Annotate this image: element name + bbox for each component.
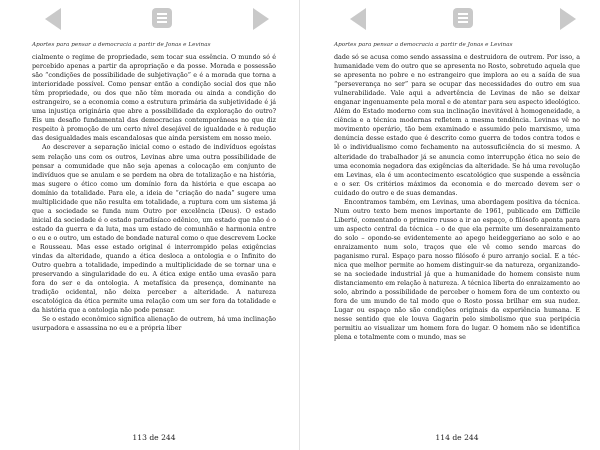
paragraph: cialmente o regime de propriedade, sem tocar sua essência. O mundo só é percebido apenas a partir da apropriação e da posse. Morada e possessão são “condições de possibilidade de subjetivação” e é a morada que torna a interioridade possível. Como pensar então a condição social dos que não têm propriedade, ou dos que não têm morada ou ainda a condição do estrangeiro, se a economia como a estrutura primária da subjetividade é já uma injustiça originária que abre a possibilidade da exploração do outro? Eis um desafio fundamental das democracias contemporâneas no que diz respeito à promoção de um certo nível desejável de igualdade e à redução das desigualdades mais escandalosas que ainda persistem em nosso meio. <box>32 54 276 143</box>
page-right <box>300 0 600 450</box>
page-counter: 113 de 244 <box>132 433 176 442</box>
paragraph: Encontramos também, em Levinas, uma abordagem positiva da técnica. Num outro texto bem menos importante de 1961, publicado em Difficile Liberté, comentando o primeiro russo a ir ao espaço, o filósofo aponta para um aspecto central da técnica – o de que ela permite um desenraizamento do solo – opondo-se evidentemente ao apego heideggeriano ao solo e ao enraizamento num solo, traços que ele vê como sendo marcas do paganismo rural. Espaço para nosso filósofo é puro arranjo social. E a técnica que melhor permite ao homem distinguir-se da natureza, organizando-se na sociedade industrial já que a humanidade do homem consiste num distanciamento em relação à natureza. A técnica liberta do enraizamento ao solo, abrindo a possibilidade de perceber o homem fora de um contexto ou fora de um mundo de tal modo que o Rosto possa brilhar em sua nudez. Lugar ou espaço não são condições originais da experiência humana. E nesse sentido que ele louva Gagarin pelo simbolismo que sua peripécia permitiu ao visualizar um homem fora do lugar. O homem não se identifica plena e totalmente com o mundo, mas se <box>334 198 580 342</box>
list-menu-icon[interactable] <box>152 8 172 28</box>
running-header: Aportes para pensar a democracia a partir de Jonas e Levinas <box>32 42 211 48</box>
paragraph: Se o estado econômico significa alienação de outrem, há uma inclinação usurpadora e assassina no eu e a própria liber <box>32 316 276 333</box>
paragraph: Ao descrever a separação inicial como o estado de indivíduos egoístas sem relação uns com os outros, Levinas abre uma outra possibilidade de pensar a comunidade que não seja apenas a colocação em conjunto de indivíduos que se anulam e se perdem na obra de totalização e na história, mas sugere o ético como um domínio fora da história e que escapa ao domínio da totalidade. Para ele, a ideia de “criação do nada” sugere uma multiplicidade que não resulta em totalidade, a ruptura com um sistema já que a sociedade se funda num Outro por excelência (Deus). O estado inicial da sociedade é o estado paradisíaco edênico, um estado que não é o estado da guerra e da luta, mas um estado de comunhão e harmonia entre o eu e o outro, um estado de bondade natural como o que descrevem Locke e Rousseau. Mas esse estado original é interrompido pelas exigências vindas da alteridade, quando a ética desloca a ontologia e o Infinito do Outro quebra a totalidade, impedindo a multiplicidade de se tornar una e preservando a singularidade do eu. A ética exige então uma evasão para fora do ser e da ontologia. A metafísica da presença, dominante na tradição ocidental, não deixa perceber a alteridade. A natureza escatológica da ética permite uma relação com um ser fora da totalidade e da história que a ontologia não pode pensar. <box>32 144 276 315</box>
page-toolbar <box>334 0 580 36</box>
page-body <box>32 53 276 421</box>
paragraph: dade só se acusa como sendo assassina e destruidora de outrem. Por isso, a humanidade vem do outro que se apresenta no Rosto, sobretudo aquela que se apresenta no pobre e no estrangeiro que implora ao eu a saída de sua “perseverança no ser” para se ocupar das necessidades do outro em sua vulnerabilidade. Vale aqui a advertência de Levinas de não se deixar enganar ingenuamente pela moral e de atentar para seu aspecto ideológico. Além do Estado moderno com sua inclinação inevitável à homogeneidade, a ciência e a técnica modernas refletem a mesma tendência. Levinas vê no movimento operário, tão bem examinado e assumido pelo marxismo, uma denúncia desse estado que é descrito como guerra de todos contra todos e lê o individualismo como fechamento na autossuficiência do si mesmo. A alteridade do trabalhador já se anuncia como interrupção ética no seio de uma economia negadora das exigências da alteridade. Se há uma revolução em Levinas, ela é um acontecimento escatológico que suspende a essência e o ser. Os critérios máximos da economia e do mercado devem ser o cuidado do outro e de suas demandas. <box>334 54 580 197</box>
page-counter: 114 de 244 <box>435 433 479 442</box>
previous-page-icon[interactable] <box>350 8 366 30</box>
page-body <box>334 53 580 421</box>
running-header: Aportes para pensar a democracia a partir de Jonas e Levinas <box>334 42 513 48</box>
next-page-icon[interactable] <box>560 8 576 30</box>
previous-page-icon[interactable] <box>45 8 61 30</box>
list-menu-icon[interactable] <box>453 8 473 28</box>
next-page-icon[interactable] <box>253 8 269 30</box>
page-toolbar <box>32 0 276 36</box>
